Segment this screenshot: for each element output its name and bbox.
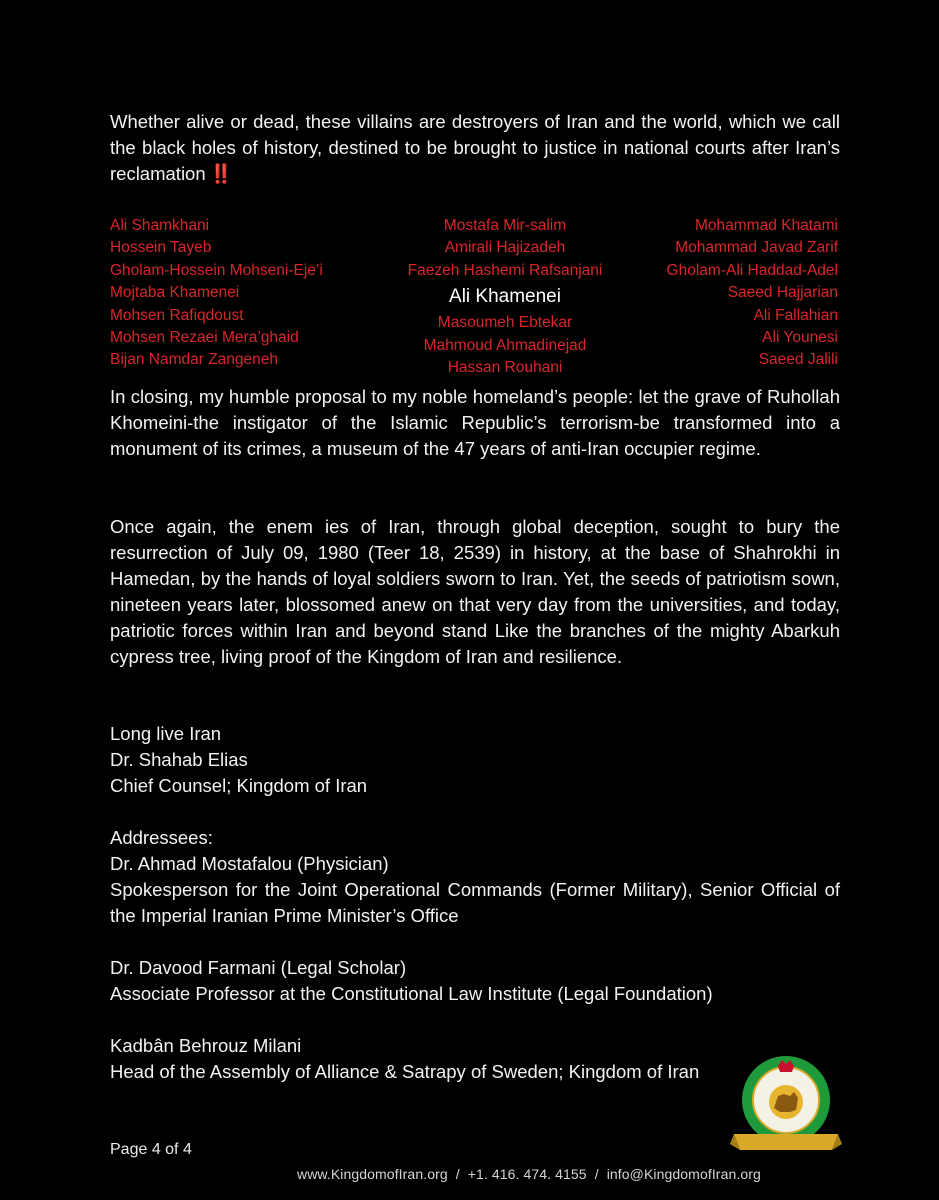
featured-name: Ali Khamenei [449,286,561,308]
addressee-2 [110,955,850,1007]
footer-contact [297,1166,761,1182]
name-item: Hassan Rouhani [447,359,563,377]
closing-paragraph: In closing, my humble proposal to my noble homeland’s people: let the grave of Ruhollah Khomeini-the instigator of the Islamic Republic’s terrorism-be transformed into a monument of its crimes, a museum of the 47 years of anti-Iran occupier regime. [110,386,840,459]
name-item: Mostafa Mir-salim [443,217,567,234]
names-column-left [110,215,323,372]
kingdom-of-iran-emblem-icon [730,1050,842,1162]
signature-block [110,721,850,799]
page-number: Page 4 of 4 [110,1141,192,1158]
name-item: Mohsen Rafiqdoust [110,306,244,324]
name-item: Masoumeh Ebtekar [437,314,573,332]
name-item: Hossein Tayeb [110,239,212,257]
addressee-name: Kadbân Behrouz Milani [110,1035,302,1056]
addressee-name: Dr. Davood Farmani (Legal Scholar) [110,957,407,978]
footer-email[interactable]: info@KingdomofIran.org [606,1166,761,1182]
addressee-role: Associate Professor at the Constitutional Law Institute (Legal Foundation) [110,983,713,1004]
name-item: Gholam-Hossein Mohseni-Eje’i [110,261,323,279]
addressee-role: Spokesperson for the Joint Operational Commands (Former Military), Senior Official of the Imperial Iranian Prime Minister’s Office [110,879,840,926]
names-column-center [400,215,610,379]
name-item: Saeed Hajjarian [727,284,838,302]
double-exclamation-icon: ‼️ [209,163,231,184]
name-item: Mahmoud Ahmadinejad [423,336,587,354]
emblem-banner [734,1134,838,1150]
name-item: Ali Shamkhani [110,217,210,234]
intro-text: Whether alive or dead, these villains are destroyers of Iran and the world, which we call the black holes of history, destined to be brought to justice in national courts after Iran’s reclamation [110,111,840,184]
name-item: Ali Fallahian [753,306,838,324]
name-item: Faezeh Hashemi Rafsanjani [407,261,603,279]
signature-title: Chief Counsel; Kingdom of Iran [110,775,368,796]
name-item: Amirali Hajizadeh [444,239,566,257]
footer-separator: / [455,1166,460,1182]
name-item: Mohammad Khatami [694,217,838,234]
name-item: Mohammad Javad Zarif [675,239,838,257]
name-item: Saeed Jalili [758,351,838,369]
signature-motto: Long live Iran [110,723,222,744]
name-item: Gholam-Ali Haddad-Adel [666,261,838,279]
signature-name: Dr. Shahab Elias [110,749,248,770]
resurrection-paragraph: Once again, the enem ies of Iran, through global deception, sought to bury the resurrection of July 09, 1980 (Teer 18, 2539) in history, at the base of Shahrokhi in Hamedan, by the hands of loyal soldiers sworn to Iran. Yet, the seeds of patriotism sown, nineteen years later, blossomed anew on that very day from the universities, and today, patriotic forces within Iran and beyond stand Like the branches of the mighty Abarkuh cypress tree, living proof of the Kingdom of Iran and resilience. [110,516,840,667]
name-item: Bijan Namdar Zangeneh [110,351,279,369]
addressee-1 [110,851,850,929]
name-item: Mojtaba Khamenei [110,284,240,302]
footer-phone: +1. 416. 474. 4155 [467,1166,587,1182]
footer-website[interactable]: www.KingdomofIran.org [297,1166,448,1182]
addressee-role: Head of the Assembly of Alliance & Satrapy of Sweden; Kingdom of Iran [110,1061,700,1082]
names-column-right [667,215,838,372]
name-item: Ali Younesi [762,329,838,347]
footer-separator: / [594,1166,599,1182]
addressee-name: Dr. Ahmad Mostafalou (Physician) [110,853,389,874]
intro-paragraph [110,109,840,187]
addressees-label: Addressees: [110,827,213,848]
name-item: Mohsen Rezaei Mera’ghaid [110,329,299,347]
